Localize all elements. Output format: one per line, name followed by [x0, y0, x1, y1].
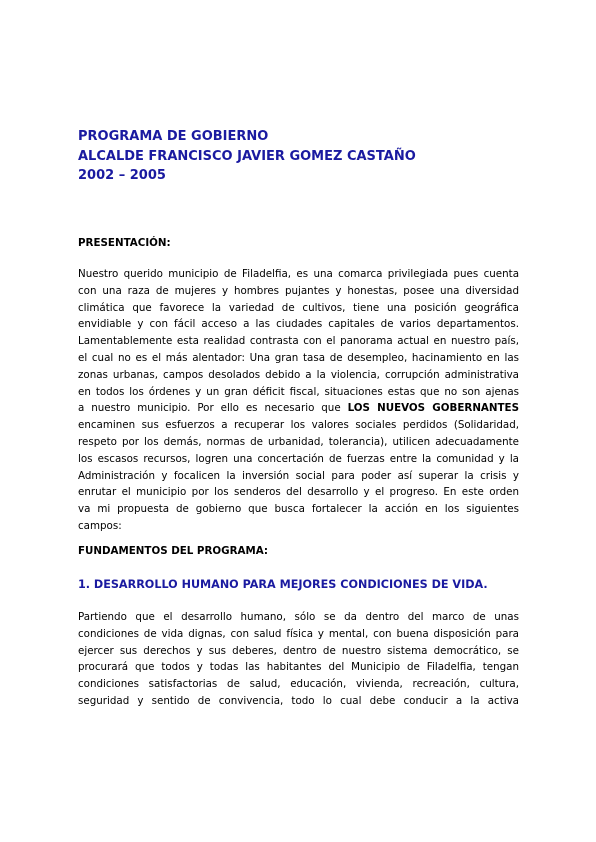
paragraph-line: el cual no es el más alentador: Una gran tasa de desempleo, hacinamiento en las — [78, 351, 519, 364]
fundamentos-heading: FUNDAMENTOS DEL PROGRAMA: — [78, 545, 269, 557]
presentacion-heading: PRESENTACIÓN: — [78, 237, 171, 249]
paragraph-line: procurará que todos y todas las habitantes del Municipio de Filadelfia, tengan — [78, 661, 519, 674]
paragraph-line: Nuestro querido municipio de Filadelfia, es una comarca privilegiada pues cuenta — [78, 268, 519, 280]
paragraph-line: ejercer sus derechos y sus deberes, dentro de nuestro sistema democrático, se — [78, 644, 519, 657]
title-line-1: PROGRAMA DE GOBIERNO — [78, 129, 269, 144]
paragraph-line: respeto por los demás, normas de urbanidad, tolerancia), utilicen adecuadamente — [78, 435, 519, 448]
section-1-paragraph — [78, 609, 519, 710]
paragraph-line: en todos los órdenes y un gran déficit fiscal, situaciones estas que no son ajenas — [78, 385, 519, 398]
title-line-2: ALCALDE FRANCISCO JAVIER GOMEZ CASTAÑO — [78, 148, 416, 164]
paragraph-line: enrutar el municipio por los senderos del desarrollo y el progreso. En este orden — [78, 486, 519, 499]
paragraph-line: condiciones satisfactorias de salud, educación, vivienda, recreación, cultura, — [78, 678, 519, 691]
paragraph-line: encaminen sus esfuerzos a recuperar los valores sociales perdidos (Solidaridad, — [78, 419, 519, 432]
bold-phrase: LOS NUEVOS GOBERNANTES — [347, 402, 519, 415]
paragraph-line: los escasos recursos, logren una concertación de fuerzas entre la comunidad y la — [78, 452, 519, 465]
paragraph-line: campos: — [78, 519, 122, 532]
paragraph-line: seguridad y sentido de convivencia, todo lo cual debe conducir a la activa — [78, 694, 519, 707]
paragraph-line: condiciones de vida dignas, con salud física y mental, con buena disposición para — [78, 627, 519, 640]
title-line-3: 2002 – 2005 — [78, 168, 166, 183]
paragraph-line: climática que favorece la variedad de cultivos, tiene una posición geográfica — [78, 301, 519, 314]
document-title — [78, 127, 416, 186]
presentacion-paragraph — [78, 266, 519, 535]
paragraph-line: zonas urbanas, campos desolados debido a la violencia, corrupción administrativa — [78, 368, 519, 381]
paragraph-line: envidiable y con fácil acceso a las ciudades capitales de varios departamentos. — [78, 318, 519, 331]
section-1-heading: 1. DESARROLLO HUMANO PARA MEJORES CONDICIONES DE VIDA. — [78, 578, 488, 591]
paragraph-line: Administración y focalicen la inversión social para poder así superar la crisis y — [78, 469, 519, 482]
paragraph-line: va mi propuesta de gobierno que busca fortalecer la acción en los siguientes — [78, 503, 519, 516]
paragraph-line: Partiendo que el desarrollo humano, sólo se da dentro del marco de unas — [78, 611, 519, 623]
paragraph-line: con una raza de mujeres y hombres pujantes y honestas, posee una diversidad — [78, 284, 519, 297]
line-text: a nuestro municipio. Por ello es necesario que — [78, 402, 348, 415]
paragraph-line-mixed — [78, 400, 519, 417]
paragraph-line: Lamentablemente esta realidad contrasta con el panorama actual en nuestro país, — [78, 335, 519, 348]
